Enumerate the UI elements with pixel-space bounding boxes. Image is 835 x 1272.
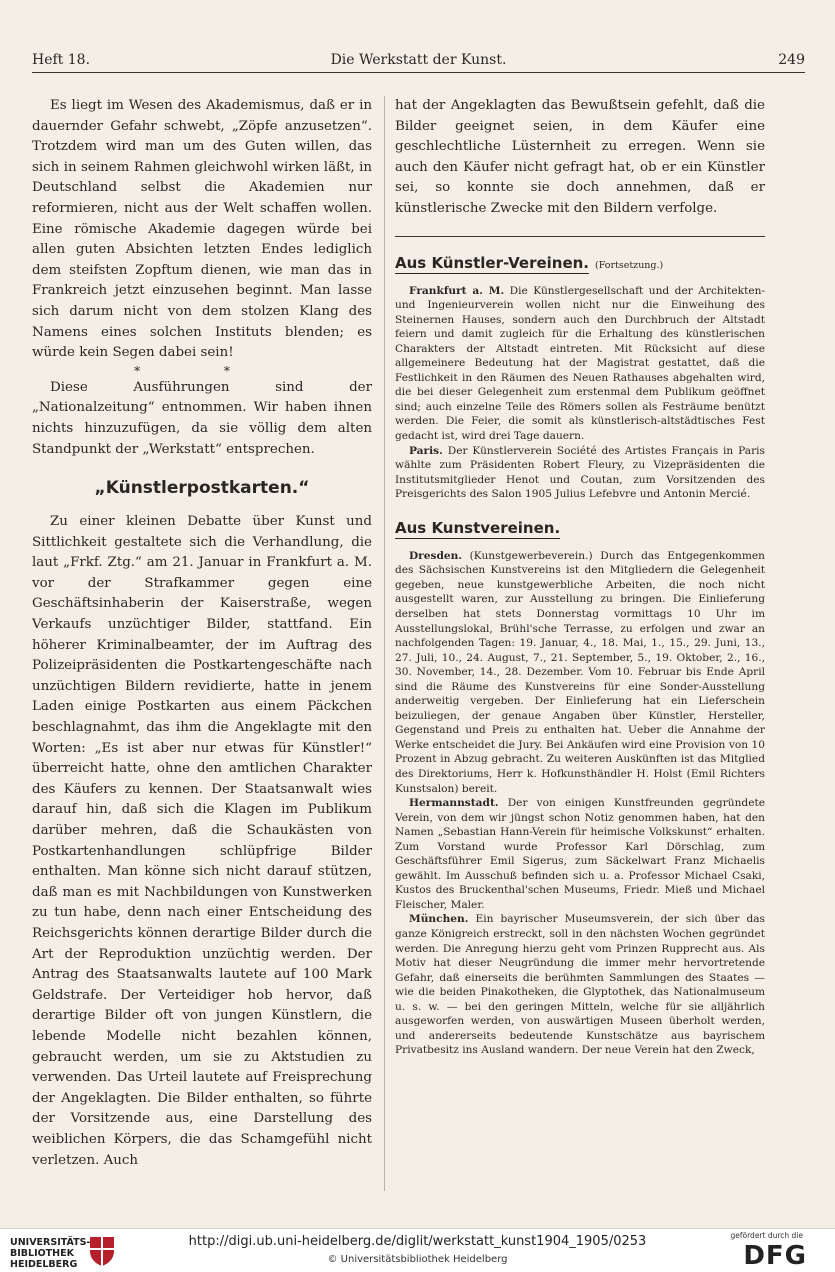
entry-hermannstadt: [395, 796, 765, 912]
section-heading: Aus Künstler-Vereinen.: [395, 253, 590, 272]
viewer-footer: [0, 1228, 835, 1272]
institution-line: HEIDELBERG: [10, 1259, 78, 1270]
copyright-notice: © Universitätsbibliothek Heidelberg: [327, 1254, 508, 1265]
dfg-logo: DFG: [743, 1241, 807, 1271]
section-divider: [395, 236, 765, 237]
entry-text: Der von einigen Kunstfreunden gegründete Verein, von dem wir jüngst schon Notiz genommen haben, hat den Namen „Sebastian Hann-Verein für heimische Volkskunst“ erhalten. Zum Vorstand wurde Professor Karl Dörschlag, zum Geschäftsführer Emil Sigerus, zum Säckelwart Franz Michaelis gewählt. Im Ausschuß befinden sich u. a. Professor Michael Csaki, Kustos des Bruckenthal'schen Museums, Friedr. Mieß und Michael Fleischer, Maler.: [395, 797, 765, 911]
entry-dresden: [395, 549, 765, 796]
funder-label: gefördert durch die: [730, 1231, 803, 1240]
section-heading: Aus Kunstvereinen.: [395, 518, 561, 537]
left-column: [32, 96, 372, 1171]
right-column: [395, 96, 765, 1058]
running-head: [32, 50, 805, 73]
entry-place: Dresden.: [409, 549, 463, 562]
section-kuenstler-vereine-header: [395, 253, 765, 274]
entry-text: (Kunstgewerbeverein.) Durch das Entgegenkommen des Sächsischen Kunstvereins ist den Mitgliedern die Gelegenheit gegeben, neue kunstgewerbliche Arbeiten, die noch nicht ausgestellt waren, zur Ausstellung zu bringen. Die Einlieferung derselben hat stets Donnerstag vormittags 10 Uhr im Ausstellungslokal, Brühl'sche Terrasse, zu erfolgen und zwar an nachfolgenden Tagen: 19. Januar, 4., 18. Mai, 1., 15., 29. Juni, 13., 27. Juli, 10., 24. August, 7., 21. September, 5., 19. Oktober, 2., 16., 30. November, 14., 28. Dezember. Vom 10. Februar bis Ende April sind die Räume des Kunstvereins für eine Sonder-Ausstellung anderweitig vergeben. Der Einlieferung hat ein Lieferschein beizuliegen, der genaue Angaben über Künstler, Hersteller, Gegenstand und Preis zu enthalten hat. Ueber die Annahme der Werke entscheidet die Jury. Bei Ankäufen wird eine Provision von 10 Prozent in Abzug gebracht. Zu weiteren Auskünften ist das Mitglied des Direktoriums, Herr k. Hofkunsthändler H. Holst (Emil Richters Kunstsalon) bereit.: [395, 549, 765, 795]
intro-paragraph: Es liegt im Wesen des Akademismus, daß er in dauernder Gefahr schwebt, „Zöpfe anzusetzen“. Trotzdem wird man um des Guten willen, das sich in seinem Rahmen gleichwohl wirken läßt, in Deutschland selbst die Akademien nur reformieren, nicht aus der Welt schaffen wollen. Eine römische Akademie dagegen würde bei allen guten Absichten letzten Endes lediglich dem steifsten Zopftum dienen, wie man das in Frankreich jetzt einzusehen beginnt. Man lasse sich darum nicht von dem stolzen Klang des Namens eines solchen Instituts blenden; es würde kein Segen dabei sein!: [32, 98, 372, 361]
entry-text: Die Künstlergesellschaft und der Architekten- und Ingenieurverein wollen nicht nur die Einweihung des Steinernen Hauses, sondern auch den Durchbruch der Altstadt feiern und damit zugleich für die Erhaltung des künstlerischen Charakters der Altstadt eintreten. Mit Rücksicht auf diese allgemeinere Bedeutung hat der Magistrat gestattet, daß die Festlichkeit in den Räumen des Neuen Rathauses abgehalten wird, die bei dieser Gelegenheit zum erstenmal dem Publikum geöffnet sind; auch einzelne Teile des Römers sollen als Festräume benützt werden. Die Feier, die somit als künstlerisch-altstädtisches Fest gedacht ist, wird drei Tage dauern.: [395, 284, 765, 443]
section-kunstvereine-header: [395, 518, 765, 539]
entry-text: Ein bayrischer Museumsverein, der sich über das ganze Königreich erstreckt, soll in den nächsten Wochen gegründet werden. Die Anregung hierzu geht vom Prinzen Rupprecht aus. Als Motiv hat dieser Neugründung die immer mehr hervortretende Gefahr, daß einerseits die berühmten Sammlungen des Staates — wie die beiden Pinakotheken, die Glyptothek, das Nationalmuseum u. s. w. — bei den geringen Mitteln, welche für sie alljährlich ausgeworfen werden, von auswärtigen Museen überholt werden, und andererseits bedeutende Kunstschätze aus bayrischem Privatbesitz ins Ausland wandern. Der neue Verein hat den Zweck,: [395, 913, 765, 1057]
institution-line: UNIVERSITÄTS-: [10, 1237, 91, 1248]
entry-frankfurt: [395, 284, 765, 444]
entry-paris: [395, 444, 765, 502]
column-rule: [384, 96, 385, 1191]
institution-line: BIBLIOTHEK: [10, 1248, 74, 1259]
entry-place: München.: [409, 913, 469, 926]
article-paragraph: Zu einer kleinen Debatte über Kunst und Sittlichkeit gestaltete sich die Verhandlung, die laut „Frkf. Ztg.“ am 21. Januar in Frankfurt a. M. vor der Strafkammer gegen eine Geschäftsinhaberin der Kaiserstraße, wegen Verkaufs unzüchtiger Bilder, stattfand. Ein höherer Kriminalbeamter, der im Auftrag des Polizeipräsidenten die Postkartengeschäfte nach unzüchtigen Bildern revidierte, hatte in jenem Laden einige Postkarten aus einem Päckchen beschlagnahmt, das ihm die Angeklagte mit den Worten: „Es ist aber nur etwas für Künstler!“ überreicht hatte, ohne den amtlichen Charakter des Käufers zu kennen. Der Staatsanwalt wies darauf hin, daß sich die Klagen im Publikum darüber mehren, daß die Schaukästen von Postkartenhandlungen schlüpfrige Bilder enthalten. Man könne sich nicht darauf stützen, daß man es mit Nachbildungen von Kunstwerken zu tun habe, denn nach einer Entscheidung des Reichsgerichts können derartige Bilder durch die Art der Reproduktion unzüchtig werden. Der Antrag des Staatsanwalts lautete auf 100 Mark Geldstrafe. Der Verteidiger hob hervor, daß derartige Bilder oft von jungen Künstlern, die lebende Modelle nicht bezahlen können, gebraucht werden, um sie zu Aktstudien zu verwenden. Das Urteil lautete auf Freisprechung der Angeklagten. Die Bilder enthalten, so führte der Vorsitzende aus, eine Darstellung des weiblichen Körpers, die das Schamgefühl nicht verletzen. Auch: [32, 514, 372, 1168]
permalink[interactable]: http://digi.ub.uni-heidelberg.de/diglit/werkstatt_kunst1904_1905/0253: [188, 1234, 647, 1249]
entry-place: Hermannstadt.: [409, 797, 499, 810]
entry-place: Paris.: [409, 444, 443, 457]
entry-text: Der Künstlerverein Société des Artistes Français in Paris wählte zum Präsidenten Robert Fleury, zu Vizepräsidenten die Institutsmitglieder Henot und Coutan, zum Vorsitzenden des Preisgerichts des Salon 1905 Julius Lefebvre und Antonin Mercié.: [395, 444, 765, 501]
note-paragraph: Diese Ausführungen sind der „Nationalzeitung“ entnommen. Wir haben ihnen nichts hinzuzufügen, da sie völlig dem alten Standpunkt der „Werkstatt“ entsprechen.: [32, 379, 372, 457]
page-number: 249: [778, 52, 805, 68]
journal-title: Die Werkstatt der Kunst.: [330, 52, 507, 68]
section-stars: * *: [134, 363, 270, 378]
article-title: „Künstlerpostkarten.“: [94, 478, 310, 499]
entry-muenchen: [395, 912, 765, 1057]
section-note: (Fortsetzung.): [595, 259, 664, 271]
entry-place: Frankfurt a. M.: [409, 284, 505, 297]
issue-number: Heft 18.: [32, 52, 91, 68]
continuation-paragraph: hat der Angeklagten das Bewußtsein gefehlt, daß die Bilder geeignet seien, in dem Käufer eine geschlechtliche Lüsternheit zu erregen. Wenn sie auch den Käufer nicht gefragt hat, ob er ein Künstler sei, so konnte sie doch annehmen, daß er künstlerische Zwecke mit den Bildern verfolge.: [395, 98, 765, 216]
